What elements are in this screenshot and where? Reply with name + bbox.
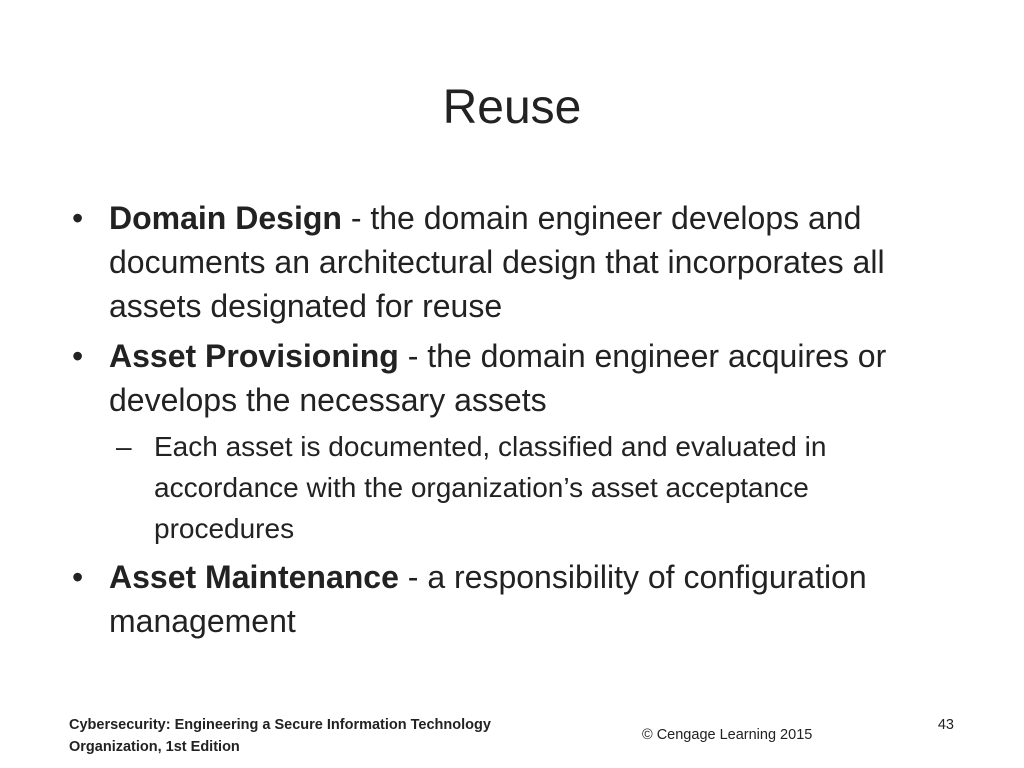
bullet-domain-design xyxy=(72,196,952,328)
bullet-term: Domain Design xyxy=(109,200,342,236)
bullet-asset-provisioning xyxy=(72,334,952,549)
page-number: 43 xyxy=(937,717,954,733)
bullet-marker: • xyxy=(72,559,84,595)
footer-book-title xyxy=(69,714,609,758)
sub-bullet-text: Each asset is documented, classified and evaluated in accordance with the organization’s asset acceptance procedures xyxy=(154,431,827,544)
bullet-list xyxy=(72,196,952,649)
slide-title: Reuse xyxy=(442,81,582,134)
footer-copyright: © Cengage Learning 2015 xyxy=(642,727,813,743)
bullet-marker: • xyxy=(72,200,84,236)
sub-bullet-marker: – xyxy=(116,431,132,462)
bullet-asset-maintenance xyxy=(72,555,952,643)
bullet-term: Asset Maintenance xyxy=(109,559,399,595)
sub-bullet-asset-documentation xyxy=(109,426,952,549)
bullet-text: - the domain engineer acquires or develops the necessary assets xyxy=(109,338,887,418)
sub-bullet-list xyxy=(109,426,952,549)
bullet-term: Asset Provisioning xyxy=(109,338,399,374)
footer-book-line: Organization, 1st Edition xyxy=(69,739,240,755)
bullet-text: - a responsibility of configuration management xyxy=(109,559,867,639)
bullet-text: - the domain engineer develops and documents an architectural design that incorporates all assets designated for reuse xyxy=(109,200,885,324)
bullet-marker: • xyxy=(72,338,84,374)
footer-book-line: Cybersecurity: Engineering a Secure Information Technology xyxy=(69,717,491,733)
